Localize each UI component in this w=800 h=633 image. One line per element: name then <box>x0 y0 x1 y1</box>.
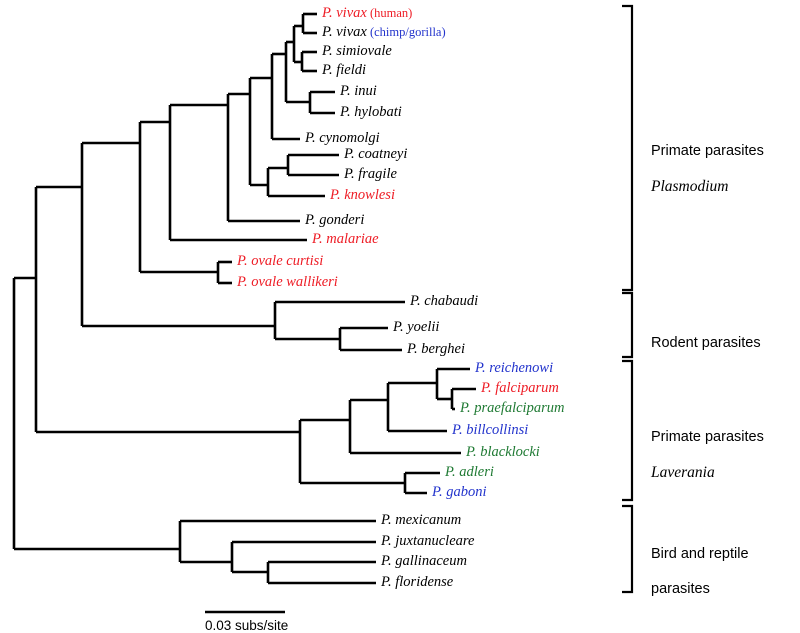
taxon-label: P. hylobati <box>340 104 402 120</box>
taxon-label: P. ovale curtisi <box>237 253 324 269</box>
group-genus: Plasmodium <box>651 178 729 196</box>
group-genus: Laverania <box>651 464 715 482</box>
group-line-1: Primate parasites <box>651 428 764 445</box>
group-label-primate-plasmodium <box>651 125 764 197</box>
scale-bar-label: 0.03 subs/site <box>205 618 289 633</box>
taxon-label: P. fieldi <box>322 62 367 78</box>
group-line-1: Bird and reptile <box>651 545 749 562</box>
taxon-label: P. floridense <box>381 574 454 590</box>
taxon-label: P. gaboni <box>432 484 487 500</box>
taxon-label: P. ovale wallikeri <box>237 274 338 290</box>
taxon-label: P. mexicanum <box>381 512 462 528</box>
taxon-host: (human) <box>366 6 413 20</box>
taxon-label: P. juxtanucleare <box>381 533 475 549</box>
taxon-label: P. fragile <box>344 166 397 182</box>
taxon-label: P. billcollinsi <box>452 422 529 438</box>
taxon-label: P. adleri <box>445 464 494 480</box>
taxon-host: (chimp/gorilla) <box>366 25 446 39</box>
group-line-1: Rodent parasites <box>651 334 761 351</box>
taxon-label: P. cynomolgi <box>305 130 380 146</box>
taxon-name: P. vivax <box>322 24 367 40</box>
taxon-label: P. gonderi <box>305 212 365 228</box>
taxon-label: P. blacklocki <box>466 444 540 460</box>
group-line-2: parasites <box>651 581 710 598</box>
taxon-label: P. gallinaceum <box>381 553 467 569</box>
taxon-label <box>322 25 446 40</box>
group-line-1: Primate parasites <box>651 142 764 159</box>
taxon-label: P. chabaudi <box>410 293 479 309</box>
taxon-label: P. coatneyi <box>344 146 408 162</box>
taxon-label: P. knowlesi <box>330 187 395 203</box>
group-label-bird-reptile <box>651 528 749 599</box>
taxon-label: P. inui <box>340 83 377 99</box>
taxon-label <box>322 6 412 21</box>
taxon-label: P. berghei <box>407 341 465 357</box>
taxon-label: P. falciparum <box>481 380 559 396</box>
taxon-label: P. yoelii <box>393 319 440 335</box>
taxon-label: P. simiovale <box>322 43 392 59</box>
group-label-primate-laverania <box>651 411 764 483</box>
taxon-name: P. vivax <box>322 5 367 21</box>
taxon-label: P. praefalciparum <box>460 400 565 416</box>
taxon-label: P. reichenowi <box>475 360 554 376</box>
taxon-label: P. malariae <box>312 231 379 247</box>
group-label-rodent <box>651 317 761 352</box>
